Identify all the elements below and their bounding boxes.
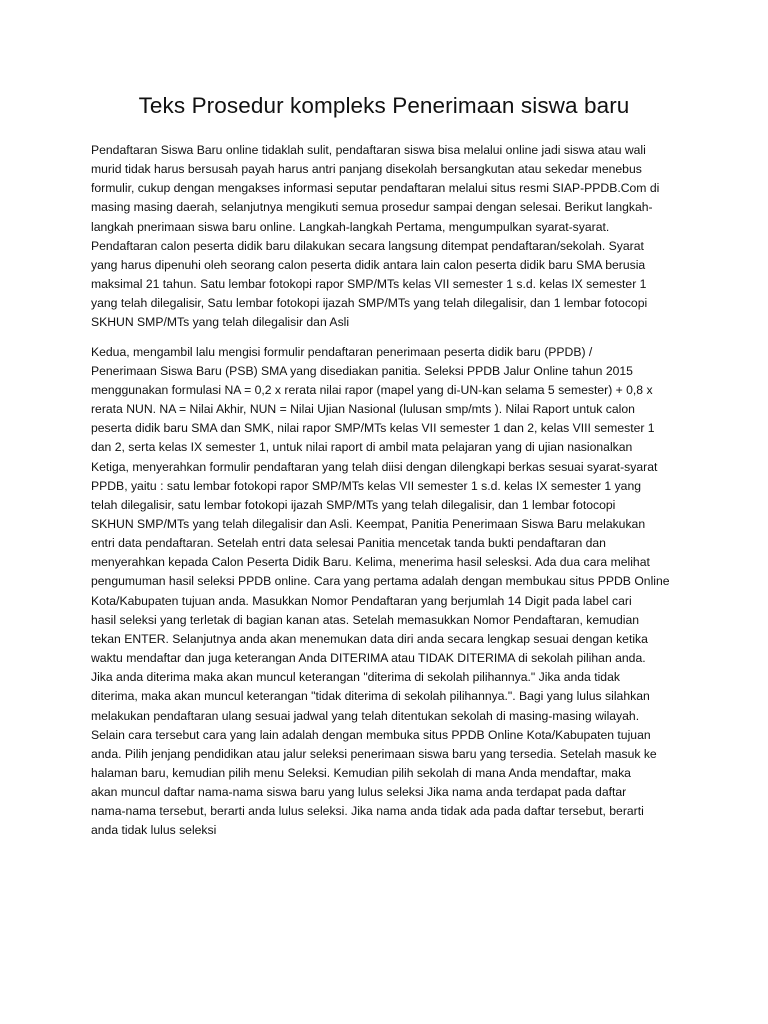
text-line: rerata NUN. NA = Nilai Akhir, NUN = Nilai Ujian Nasional (lulusan smp/mts ). Nilai Raport untuk calon <box>91 402 635 417</box>
paragraph-1 <box>91 141 678 333</box>
text-line: telah dilegalisir, satu lembar fotokopi ijazah SMP/MTs yang telah dilegalisir, dan 1 lembar fotocopi <box>91 497 616 512</box>
text-line: Jika anda diterima maka akan muncul keterangan "diterima di sekolah pilihannya." Jika anda tidak <box>91 670 620 685</box>
text-line: tekan ENTER. Selanjutnya anda akan menemukan data diri anda secara lengkap sesuai dengan ketika <box>91 631 648 646</box>
text-line: dan 2, serta kelas IX semester 1, untuk nilai raport di ambil mata pelajaran yang di ujian nasionalkan <box>91 440 633 455</box>
text-line: langkah pnerimaan siswa baru online. Langkah-langkah Pertama, mengumpulkan syarat-syarat. <box>91 219 610 234</box>
text-line: Kota/Kabupaten tujuan anda. Masukkan Nomor Pendaftaran yang berjumlah 14 Digit pada label cari <box>91 593 632 608</box>
text-line: maksimal 21 tahun. Satu lembar fotokopi rapor SMP/MTs kelas VII semester 1 s.d. kelas IX semester 1 <box>91 277 647 292</box>
text-line: menyerahkan kepada Calon Peserta Didik Baru. Kelima, menerima hasil selesksi. Ada dua cara melihat <box>91 555 650 570</box>
text-line: Pendaftaran Siswa Baru online tidaklah sulit, pendaftaran siswa bisa melalui online jadi siswa atau wali <box>91 143 646 157</box>
text-line: formulir, cukup dengan mengakses informasi seputar pendaftaran melalui situs resmi SIAP-PPDB.Com di <box>91 181 660 196</box>
text-line: Penerimaan Siswa Baru (PSB) SMA yang disediakan panitia. Seleksi PPDB Jalur Online tahun 2015 <box>91 363 633 378</box>
text-line: menggunakan formulasi NA = 0,2 x rerata nilai rapor (mapel yang di-UN-kan selama 5 semester) + 0,8 x <box>91 382 653 397</box>
text-line: pengumuman hasil seleksi PPDB online. Cara yang pertama adalah dengan membukau situs PPDB Online <box>91 574 670 589</box>
text-line: peserta didik baru SMA dan SMK, nilai rapor SMP/MTs kelas VII semester 1 dan 2, kelas VIII semester 1 <box>91 421 655 436</box>
text-line: Kedua, mengambil lalu mengisi formulir pendaftaran penerimaan peserta didik baru (PPDB) / <box>91 344 593 359</box>
document-body <box>91 141 678 841</box>
document-title: Teks Prosedur kompleks Penerimaan siswa baru <box>138 93 630 118</box>
text-line: waktu mendaftar dan juga keterangan Anda DITERIMA atau TIDAK DITERIMA di sekolah pilihan anda. <box>91 651 646 666</box>
text-line: murid tidak harus bersusah payah harus antri panjang disekolah bersangkutan atau sekedar menebus <box>91 162 642 177</box>
text-line: anda. Pilih jenjang pendidikan atau jalur seleksi penerimaan siswa baru yang tersedia. Setelah masuk ke <box>91 746 657 761</box>
text-line: nama-nama tersebut, berarti anda lulus seleksi. Jika nama anda tidak ada pada daftar tersebut, berarti <box>91 804 644 819</box>
paragraph-2 <box>91 343 678 841</box>
text-line: entri data pendaftaran. Setelah entri data selesai Panitia mencetak tanda bukti pendaftaran dan <box>91 536 606 551</box>
text-line: SKHUN SMP/MTs yang telah dilegalisir dan Asli <box>91 315 350 330</box>
text-line: melakukan pendaftaran ulang sesuai jadwal yang telah ditentukan sekolah di masing-masing wilayah. <box>91 708 640 723</box>
text-line: Ketiga, menyerahkan formulir pendaftaran yang telah diisi dengan dilengkapi berkas sesuai syarat-syarat <box>91 459 658 474</box>
text-line: hasil seleksi yang terletak di bagian kanan atas. Setelah memasukkan Nomor Pendaftaran, kemudian <box>91 612 640 627</box>
text-line: SKHUN SMP/MTs yang telah dilegalisir dan Asli. Keempat, Panitia Penerimaan Siswa Baru melakukan <box>91 516 646 531</box>
text-line: yang telah dilegalisir, Satu lembar fotokopi ijazah SMP/MTs yang telah dilegalisir, dan 1 lembar fotocopi <box>91 296 648 311</box>
text-line: Selain cara tersebut cara yang lain adalah dengan membuka situs PPDB Online Kota/Kabupaten tujuan <box>91 727 651 742</box>
text-line: yang harus dipenuhi oleh seorang calon peserta didik antara lain calon peserta didik baru SMA berusia <box>91 257 646 272</box>
text-line: anda tidak lulus seleksi <box>91 823 217 838</box>
text-line: Pendaftaran calon peserta didik baru dilakukan secara langsung ditempat pendaftaran/sekolah. Syarat <box>91 238 644 253</box>
text-line: PPDB, yaitu : satu lembar fotokopi rapor SMP/MTs kelas VII semester 1 s.d. kelas IX semester 1 yang <box>91 478 642 493</box>
text-line: masing masing daerah, selanjutnya mengikuti semua prosedur sampai dengan selesai. Berikut langkah- <box>91 200 653 215</box>
text-line: halaman baru, kemudian pilih menu Seleksi. Kemudian pilih sekolah di mana Anda mendaftar, maka <box>91 766 631 780</box>
text-line: akan muncul daftar nama-nama siswa baru yang lulus seleksi Jika nama anda terdapat pada daftar <box>91 785 627 800</box>
text-line: diterima, maka akan muncul keterangan "tidak diterima di sekolah pilihannya.". Bagi yang lulus silahkan <box>91 689 650 704</box>
